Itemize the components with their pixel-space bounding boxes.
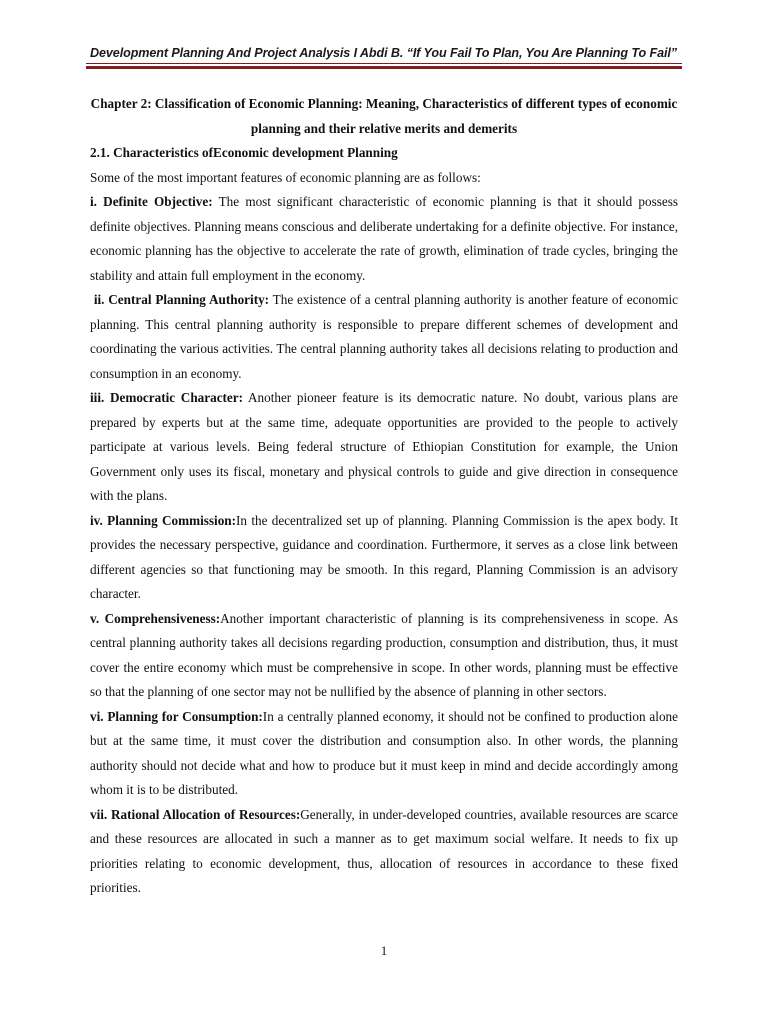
item-text: In a centrally planned economy, it should not be confined to production alone but at the same time, it must cover the distribution and consumption also. In other words, the planning authority should not decide what and how to produce but it must keep in mind and decide accordingly among whom it is to be distributed.: [90, 708, 678, 797]
item-text: Generally, in under-developed countries, available resources are scarce and these resources are allocated in such a manner as to get maximum social welfare. It needs to fix up priorities relating to economic development, thus, allocation of resources in accordance to these fixed priorities.: [90, 806, 678, 895]
item-planning-commission: [90, 509, 678, 607]
item-central-planning-authority: [90, 288, 678, 386]
item-planning-for-consumption: [90, 705, 678, 803]
item-heading: vi. Planning for Consumption:: [90, 708, 263, 724]
running-header: Development Planning And Project Analysis I Abdi B. “If You Fail To Plan, You Are Planning To Fail”: [90, 46, 677, 60]
item-text: The most significant characteristic of economic planning is that it should possess definite objectives. Planning means conscious and deliberate undertaking for a definite objective. For instance, economic planning has the objective to accelerate the rate of growth, elimination of trade cycles, bringing the stability and attain full employment in the economy.: [90, 194, 678, 283]
item-heading: v. Comprehensiveness:: [90, 610, 221, 626]
item-heading: i. Definite Objective:: [90, 194, 213, 209]
item-heading: vii. Rational Allocation of Resources:: [90, 806, 301, 822]
item-heading: iii. Democratic Character:: [90, 390, 244, 405]
header-rule-thin: [86, 63, 682, 64]
item-definite-objective: [90, 190, 678, 288]
section-heading: 2.1. Characteristics ofEconomic development Planning: [90, 145, 398, 160]
chapter-title: Chapter 2: Classification of Economic Planning: Meaning, Characteristics of different types of economic planning and their relative merits and demerits: [90, 96, 678, 136]
item-heading: iv. Planning Commission:: [90, 512, 237, 528]
item-text: The existence of a central planning authority is another feature of economic planning. This central planning authority is responsible to prepare different schemes of development and coordinating the various activities. The central planning authority takes all decisions relating to production and consumption in an economy.: [90, 292, 678, 381]
item-democratic-character: [90, 386, 678, 509]
intro-paragraph: Some of the most important features of economic planning are as follows:: [90, 169, 481, 185]
page-number: 1: [380, 944, 388, 958]
item-text: Another important characteristic of planning is its comprehensiveness in scope. As central planning authority takes all decisions regarding production, consumption and distribution, thus, it must cover the entire economy which must be comprehensive in scope. In other words, planning must be effective so that the planning of one sector may not be nullified by the absence of planning in other sectors.: [90, 610, 678, 699]
item-text: Another pioneer feature is its democratic nature. No doubt, various plans are prepared by experts but at the same time, adequate opportunities are provided to the people to actively participate at various levels. Being federal structure of Ethiopian Constitution for example, the Union Government only uses its fiscal, monetary and physical controls to guide and give direction in consequence with the plans.: [90, 390, 679, 503]
item-text: In the decentralized set up of planning. Planning Commission is the apex body. It provides the necessary perspective, guidance and coordination. Furthermore, it serves as a close link between different agencies so that functioning may be smooth. In this regard, Planning Commission is an advisory character.: [90, 512, 678, 601]
item-rational-allocation: [90, 803, 678, 901]
header-rule-thick: [86, 66, 682, 69]
document-body: [90, 92, 678, 901]
item-heading: ii. Central Planning Authority:: [93, 292, 270, 307]
item-comprehensiveness: [90, 607, 678, 705]
